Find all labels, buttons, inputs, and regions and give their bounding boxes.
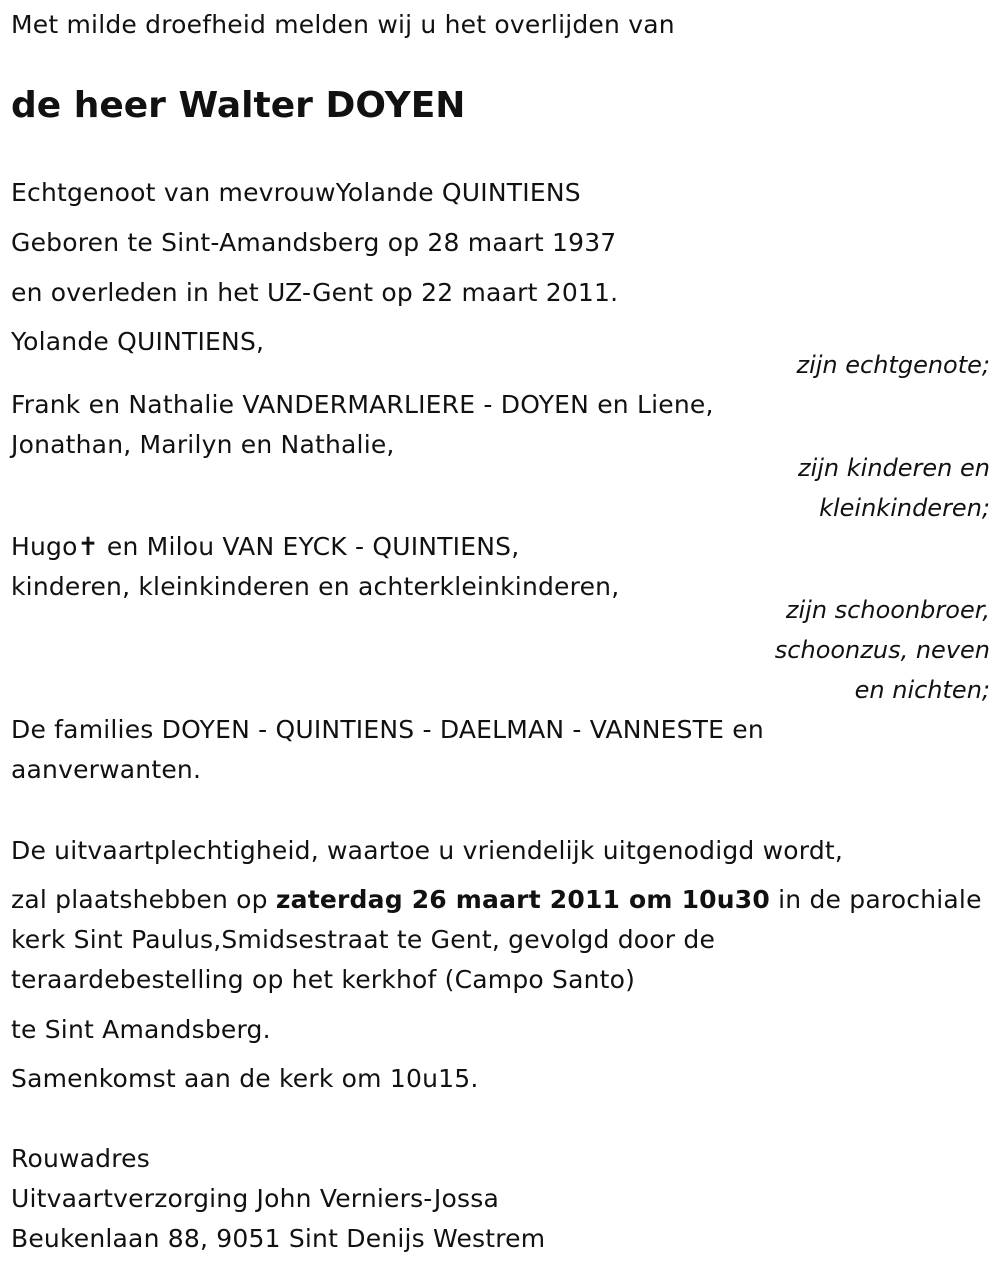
died-line: en overleden in het UZ-Gent op 22 maart 2011. [11, 278, 619, 307]
address-label: Rouwadres [11, 1144, 150, 1173]
ceremony-line-3: kerk Sint Paulus,Smidsestraat te Gent, gevolgd door de [11, 925, 716, 954]
spouse-line: Echtgenoot van mevrouwYolande QUINTIENS [11, 178, 581, 207]
born-line: Geboren te Sint-Amandsberg op 28 maart 1937 [11, 228, 617, 257]
ceremony-date-time: zaterdag 26 maart 2011 om 10u30 [275, 885, 770, 914]
mourner-spouse-name: Yolande QUINTIENS, [11, 327, 265, 356]
ceremony-line-1: De uitvaartplechtigheid, waartoe u vriendelijk uitgenodigd wordt, [11, 836, 844, 865]
families-line-2: aanverwanten. [11, 755, 202, 784]
ceremony-line-2 [11, 880, 982, 920]
mourner-children-line-2: Jonathan, Marilyn en Nathalie, [11, 430, 395, 459]
mourner-inlaws-line-2: kinderen, kleinkinderen en achterkleinkinderen, [11, 572, 620, 601]
address-street: Beukenlaan 88, 9051 Sint Denijs Westrem [11, 1224, 546, 1253]
ceremony-line-2-pre: zal plaatshebben op [11, 885, 276, 914]
relation-inlaws-line-3: en nichten; [854, 676, 990, 704]
relation-inlaws-line-1: zijn schoonbroer, [785, 596, 990, 624]
relation-spouse: zijn echtgenote; [796, 351, 990, 379]
mourner-inlaws-line-1 [11, 527, 519, 567]
intro-text: Met milde droefheid melden wij u het overlijden van [11, 10, 675, 39]
ceremony-line-6: Samenkomst aan de kerk om 10u15. [11, 1064, 479, 1093]
mourner-children-line-1: Frank en Nathalie VANDERMARLIERE - DOYEN en Liene, [11, 390, 714, 419]
relation-children-line-2: kleinkinderen; [819, 494, 990, 522]
address-name: Uitvaartverzorging John Verniers-Jossa [11, 1184, 499, 1213]
ceremony-line-2-post: in de parochiale [769, 885, 982, 914]
mourner-name-hugo: Hugo [11, 532, 78, 561]
mourner-name-rest: en Milou VAN EYCK - QUINTIENS, [98, 532, 520, 561]
cross-icon: ✝ [77, 532, 99, 561]
families-line-1: De families DOYEN - QUINTIENS - DAELMAN - VANNESTE en [11, 715, 764, 744]
ceremony-line-5: te Sint Amandsberg. [11, 1015, 271, 1044]
relation-children-line-1: zijn kinderen en [798, 454, 990, 482]
ceremony-line-4: teraardebestelling op het kerkhof (Campo Santo) [11, 965, 636, 994]
deceased-name-title: de heer Walter DOYEN [11, 85, 466, 126]
relation-inlaws-line-2: schoonzus, neven [774, 636, 990, 664]
